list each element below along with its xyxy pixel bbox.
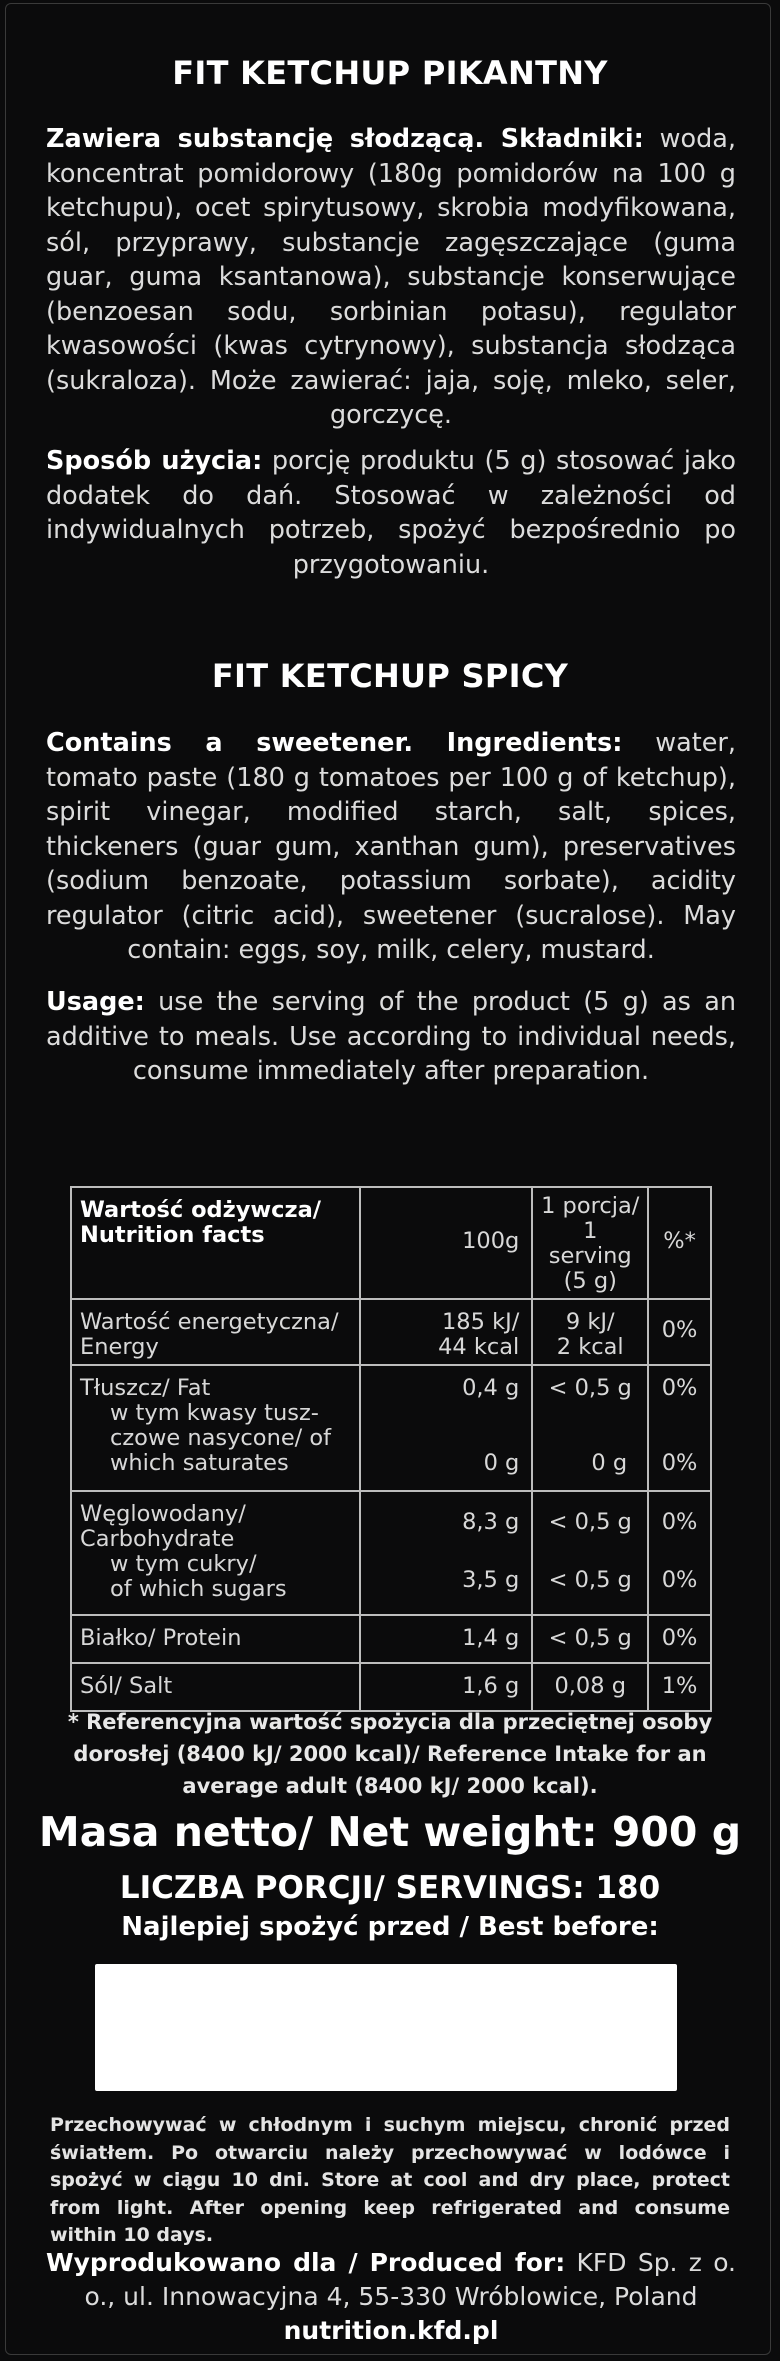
best-before-date-box: [95, 1964, 677, 2091]
ingredients-text-pl: woda, koncentrat pomidorowy (180g pomidorów na 100 g ketchupu), ocet spirytusowy, skrobia modyfikowana, sól, przyprawy, substancje zagęszczające (guma guar, guma ksantanowa), substancje konserwujące (benzoesan sodu, sorbinian potasu), regulator kwasowości (kwas cytrynowy), substancja słodząca (sukraloza). Może zawierać: jaja, soję, mleko, seler, gorczycę.: [46, 124, 736, 430]
energy-serving: 9 kJ/ 2 kcal: [532, 1299, 648, 1365]
nutrition-table: [70, 1186, 712, 1712]
table-row-salt: [71, 1663, 711, 1711]
table-row-carbohydrate: [71, 1491, 711, 1615]
table-row-header: [71, 1187, 711, 1299]
usage-pl: [46, 444, 736, 582]
producer-address: KFD Sp. z o. o., ul. Innowacyjna 4, 55-330 Wróblowice, Poland: [84, 2248, 736, 2311]
net-weight: Masa netto/ Net weight: 900 g: [38, 1808, 742, 1856]
title-pl: FIT KETCHUP PIKANTNY: [172, 54, 608, 92]
energy-label: Wartość energetyczna/ Energy: [71, 1299, 360, 1365]
usage-en: [46, 985, 736, 1089]
protein-serving: < 0,5 g: [532, 1615, 648, 1663]
protein-label: Białko/ Protein: [71, 1615, 360, 1663]
carbohydrate-label: Węglowodany/ Carbohydrate w tym cukry/ of which sugars: [71, 1491, 360, 1615]
header-serving: 1 porcja/ 1 serving (5 g): [532, 1187, 648, 1299]
best-before-label: Najlepiej spożyć przed / Best before:: [121, 1912, 659, 1942]
ingredients-pl: [46, 122, 736, 433]
title-en: FIT KETCHUP SPICY: [211, 657, 569, 695]
reference-intake-footnote: * Referencyjna wartość spożycia dla przeciętnej osoby dorosłej (8400 kJ/ 2000 kcal)/ Reference Intake for an average adult (8400 kJ/ 2000 kcal).: [67, 1710, 713, 1798]
energy-per100: 185 kJ/ 44 kcal: [360, 1299, 532, 1365]
fat-serving: < 0,5 g 0 g: [532, 1365, 648, 1491]
usage-text-en: use the serving of the product (5 g) as an additive to meals. Use according to individual needs, consume immediately after preparation.: [46, 987, 737, 1086]
usage-text-pl: porcję produktu (5 g) stosować jako dodatek do dań. Stosować w zależności od indywidualnych potrzeb, spożyć bezpośrednio po przygotowaniu.: [46, 446, 736, 580]
ingredients-label-pl: Zawiera substancję słodzącą. Składniki:: [46, 124, 644, 154]
fat-pct: 0% 0%: [648, 1365, 711, 1491]
producer-website: nutrition.kfd.pl: [283, 2316, 499, 2345]
carbohydrate-serving: < 0,5 g < 0,5 g: [532, 1491, 648, 1615]
fat-per100: 0,4 g 0 g: [360, 1365, 532, 1491]
header-pct: %*: [648, 1187, 711, 1299]
table-row-fat: [71, 1365, 711, 1491]
protein-per100: 1,4 g: [360, 1615, 532, 1663]
usage-label-en: Usage:: [46, 987, 145, 1017]
protein-pct: 0%: [648, 1615, 711, 1663]
nutrition-header-label: Wartość odżywcza/ Nutrition facts: [71, 1187, 360, 1299]
ingredients-en: [46, 726, 736, 968]
salt-pct: 1%: [648, 1663, 711, 1711]
table-row-protein: [71, 1615, 711, 1663]
salt-serving: 0,08 g: [532, 1663, 648, 1711]
salt-label: Sól/ Salt: [71, 1663, 360, 1711]
usage-label-pl: Sposób użycia:: [46, 446, 263, 476]
carbohydrate-per100: 8,3 g 3,5 g: [360, 1491, 532, 1615]
storage-instructions: Przechowywać w chłodnym i suchym miejscu, chronić przed światłem. Po otwarciu należy przechowywać w lodówce i spożyć w ciągu 10 dni. Store at cool and dry place, protect from light. After opening keep refrigerated and consume within 10 days.: [50, 2114, 730, 2246]
ingredients-label-en: Contains a sweetener. Ingredients:: [46, 728, 623, 758]
salt-per100: 1,6 g: [360, 1663, 532, 1711]
fat-label: Tłuszcz/ Fat w tym kwasy tusz- czowe nasycone/ of which saturates: [71, 1365, 360, 1491]
header-per100: 100g: [360, 1187, 532, 1299]
producer-label: Wyprodukowano dla / Produced for:: [46, 2248, 566, 2277]
servings-count: LICZBA PORCJI/ SERVINGS: 180: [119, 1870, 661, 1906]
producer-info: [46, 2246, 736, 2348]
carbohydrate-pct: 0% 0%: [648, 1491, 711, 1615]
energy-pct: 0%: [648, 1299, 711, 1365]
table-row-energy: [71, 1299, 711, 1365]
ingredients-text-en: water, tomato paste (180 g tomatoes per 100 g of ketchup), spirit vinegar, modified starch, salt, spices, thickeners (guar gum, xanthan gum), preservatives (sodium benzoate, potassium sorbate), acidity regulator (citric acid), sweetener (sucralose). May contain: eggs, soy, milk, celery, mustard.: [46, 728, 737, 965]
